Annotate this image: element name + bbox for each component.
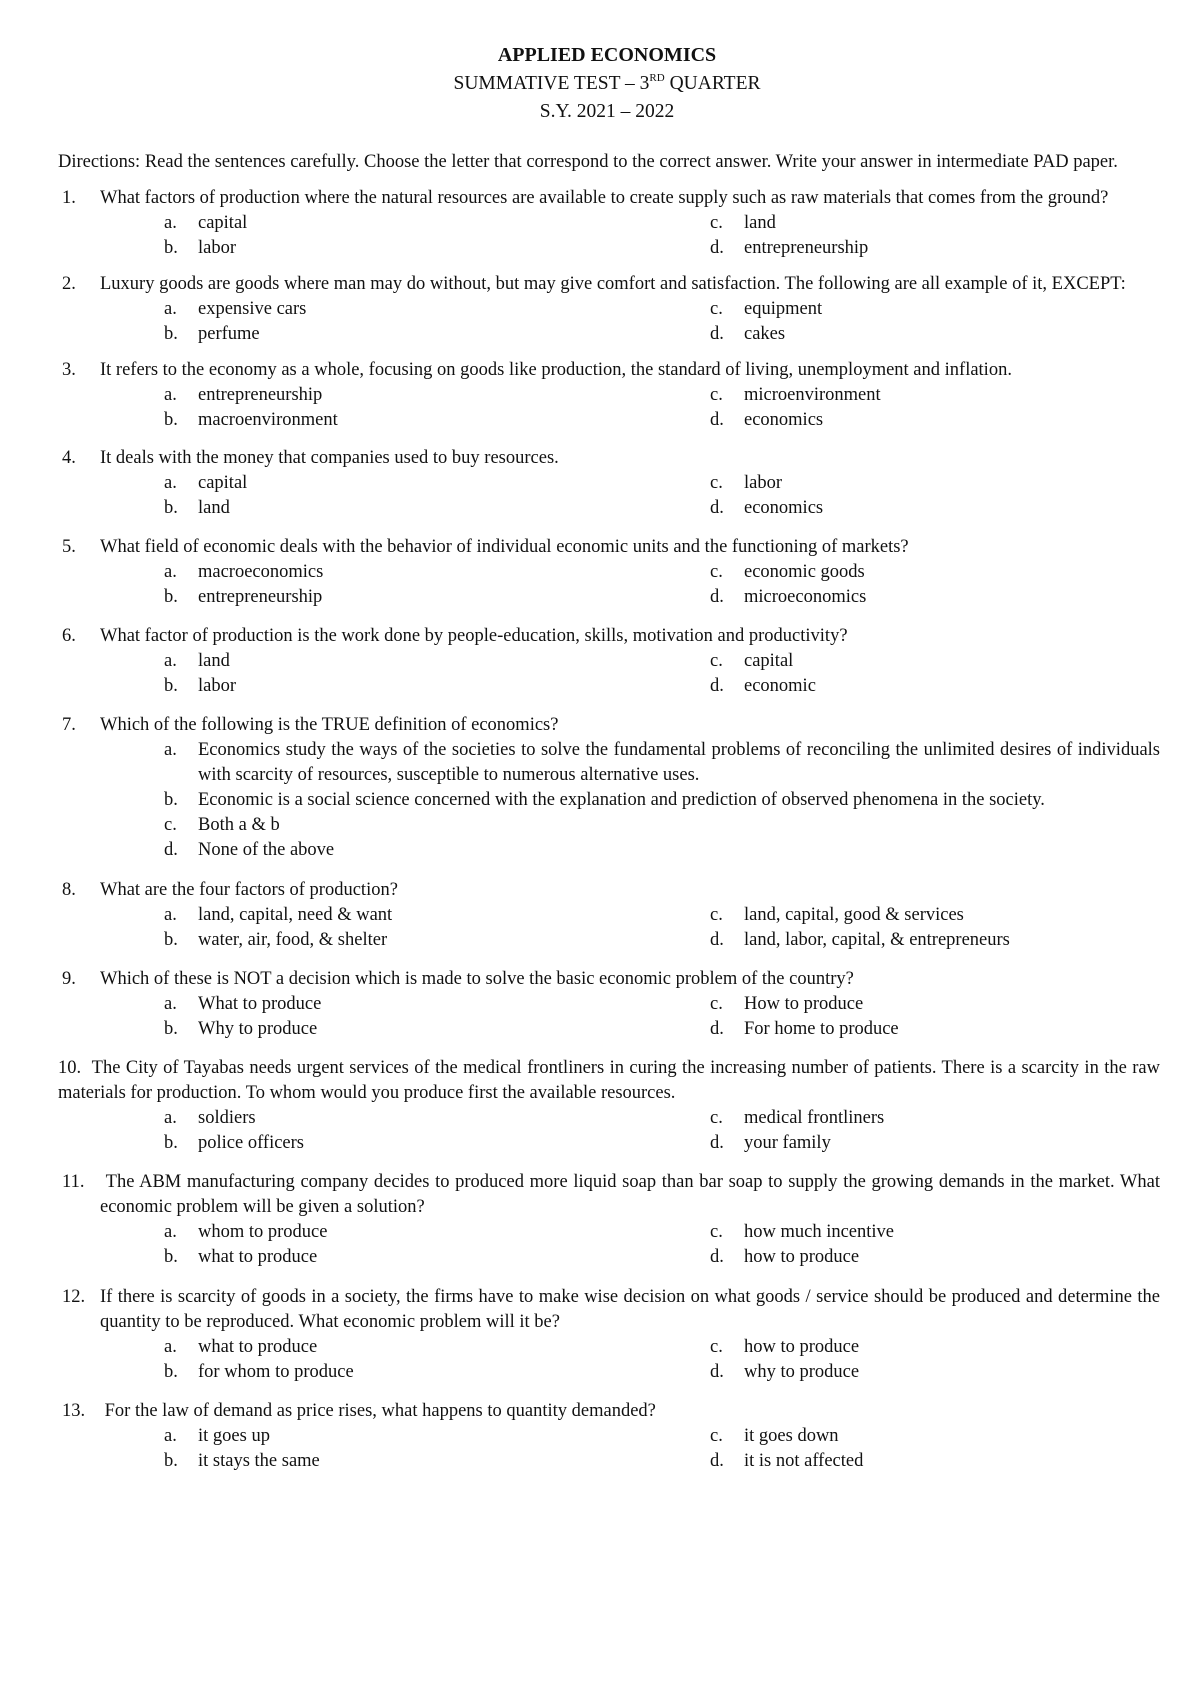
question-stem [58,186,1160,211]
choice-c [710,1335,1200,1360]
answer-choices [58,471,1160,521]
choice-text: how to produce [744,1337,860,1357]
choice-text: your family [744,1133,831,1153]
choice-letter: b. [164,790,178,810]
choice-letter: c. [710,1426,723,1446]
choice-text: economic goods [744,562,865,582]
choice-letter: c. [710,213,723,233]
choice-text: How to produce [744,994,864,1014]
choice-text: economics [744,410,824,430]
question-item [58,967,1160,1042]
choice-d [710,1245,1200,1270]
choice-text: Both a & b [198,815,280,835]
choice-letter: c. [710,1337,723,1357]
test-page [58,40,1160,1474]
choice-text: land, capital, good & services [744,905,964,925]
choice-d [164,838,1160,863]
question-number: 10. [58,1058,82,1078]
spacer [81,1058,92,1078]
choice-letter: b. [164,676,178,696]
choice-c [710,297,1200,322]
choice-letter: b. [164,410,178,430]
question-item [58,446,1160,521]
choice-letter: d. [710,676,724,696]
choice-a [164,471,710,496]
page-title: APPLIED ECONOMICS [497,44,717,66]
choice-text: capital [198,473,248,493]
choice-a [164,1106,710,1131]
choice-letter: d. [710,587,724,607]
choice-text: cakes [744,324,786,344]
choice-text: economic [744,676,816,696]
question-text: Luxury goods are goods where man may do without, but may give comfort and satisfaction. The following are all example of it, EXCEPT: [100,274,1126,294]
question-stem [58,1170,1160,1220]
choice-d [710,1449,1200,1474]
choice-c [710,471,1200,496]
choice-letter: a. [164,1337,177,1357]
answer-choices [58,560,1160,610]
school-year: S.Y. 2021 – 2022 [539,101,675,122]
subtitle-superscript: RD [649,72,665,84]
choice-letter: c. [710,299,723,319]
choice-letter: d. [710,238,724,258]
answer-choices [58,1335,1160,1385]
choice-text: it stays the same [198,1451,320,1471]
question-text: What are the four factors of production? [100,880,398,900]
choice-text: soldiers [198,1108,256,1128]
choice-text: it is not affected [744,1451,864,1471]
answer-choices [58,1424,1160,1474]
question-stem [58,535,1160,560]
choice-letter: d. [710,1019,724,1039]
choice-a [164,649,710,674]
choice-letter: a. [164,905,177,925]
question-stem [58,878,1160,903]
question-stem [58,272,1160,297]
question-stem [58,967,1160,992]
choice-a [164,738,1160,788]
choice-letter: b. [164,1451,178,1471]
choice-text: economics [744,498,824,518]
question-text: What field of economic deals with the behavior of individual economic units and the functioning of markets? [100,537,909,557]
question-text: If there is scarcity of goods in a society, the firms have to make wise decision on what goods / service should be produced and determine the quantity to be reproduced. What economic problem will it be? [100,1287,1160,1332]
choice-text: entrepreneurship [198,385,323,405]
choice-d [710,585,1200,610]
question-number: 7. [62,715,76,735]
choice-a [164,903,710,928]
question-number: 4. [62,448,76,468]
choice-text: microenvironment [744,385,881,405]
choice-text: what to produce [198,1247,318,1267]
question-list [58,186,1160,1474]
choice-text: capital [744,651,794,671]
question-number: 12. [62,1287,86,1307]
choice-letter: d. [710,1247,724,1267]
choice-letter: b. [164,238,178,258]
choice-text: medical frontliners [744,1108,885,1128]
choice-letter: d. [710,324,724,344]
choice-letter: c. [710,385,723,405]
question-item [58,624,1160,699]
choice-text: it goes up [198,1426,270,1446]
answer-choices [58,738,1160,863]
question-stem [58,624,1160,649]
choice-text: why to produce [744,1362,860,1382]
choice-letter: b. [164,1019,178,1039]
choice-d [710,1017,1200,1042]
choice-letter: c. [710,994,723,1014]
choice-b [164,1017,710,1042]
choice-letter: b. [164,1362,178,1382]
answer-choices [58,992,1160,1042]
choice-d [710,236,1200,261]
choice-c [710,383,1200,408]
question-item [58,1285,1160,1385]
choice-a [164,383,710,408]
choice-b [164,674,710,699]
choice-text: expensive cars [198,299,307,319]
choice-letter: c. [710,905,723,925]
answer-choices [58,1106,1160,1156]
choice-letter: d. [710,410,724,430]
choice-c [164,813,1160,838]
question-stem [58,713,1160,738]
choice-letter: d. [710,498,724,518]
question-stem [58,1056,1160,1106]
choice-text: macroenvironment [198,410,338,430]
choice-a [164,992,710,1017]
choice-text: None of the above [198,840,335,860]
choice-b [164,928,710,953]
choice-text: land, capital, need & want [198,905,393,925]
choice-d [710,496,1200,521]
choice-d [710,674,1200,699]
question-number: 9. [62,969,76,989]
choice-a [164,297,710,322]
choice-text: police officers [198,1133,304,1153]
answer-choices [58,211,1160,261]
choice-letter: c. [710,1108,723,1128]
choice-letter: a. [164,1222,177,1242]
choice-b [164,1131,710,1156]
choice-letter: a. [164,473,177,493]
question-text: Which of these is NOT a decision which is made to solve the basic economic problem of the country? [100,969,854,989]
choice-c [710,560,1200,585]
question-number: 3. [62,360,76,380]
choice-a [164,560,710,585]
question-text: It deals with the money that companies used to buy resources. [100,448,559,468]
choice-text: microeconomics [744,587,867,607]
question-text: It refers to the economy as a whole, focusing on goods like production, the standard of living, unemployment and inflation. [100,360,1012,380]
choice-text: water, air, food, & shelter [198,930,388,950]
question-text: For the law of demand as price rises, what happens to quantity demanded? [104,1401,656,1421]
choice-text: macroeconomics [198,562,324,582]
choice-d [710,322,1200,347]
choice-b [164,236,710,261]
choice-letter: c. [164,815,177,835]
choice-text: labor [198,238,237,258]
question-item [58,878,1160,953]
question-stem [58,446,1160,471]
choice-letter: b. [164,1133,178,1153]
question-item [58,186,1160,261]
choice-text: entrepreneurship [198,587,323,607]
choice-text: capital [198,213,248,233]
question-item [58,535,1160,610]
choice-letter: d. [164,840,178,860]
question-text: Which of the following is the TRUE definition of economics? [100,715,559,735]
subtitle-quarter: QUARTER [664,73,761,94]
choice-c [710,211,1200,236]
choice-b [164,585,710,610]
choice-letter: d. [710,930,724,950]
choice-letter: b. [164,587,178,607]
choice-text: Why to produce [198,1019,318,1039]
question-item [58,713,1160,863]
question-item [58,1399,1160,1474]
choice-text: equipment [744,299,823,319]
question-item [58,1056,1160,1156]
choice-a [164,1424,710,1449]
choice-c [710,649,1200,674]
question-item [58,272,1160,347]
choice-a [164,1335,710,1360]
choice-text: for whom to produce [198,1362,354,1382]
choice-letter: d. [710,1133,724,1153]
choice-letter: b. [164,498,178,518]
choice-b [164,496,710,521]
answer-choices [58,297,1160,347]
choice-text: What to produce [198,994,322,1014]
choice-letter: c. [710,562,723,582]
choice-c [710,1220,1200,1245]
question-stem [58,1399,1160,1424]
choice-letter: d. [710,1451,724,1471]
choice-letter: a. [164,651,177,671]
choice-letter: b. [164,324,178,344]
choice-a [164,1220,710,1245]
choice-c [710,992,1200,1017]
choice-text: how to produce [744,1247,860,1267]
question-item [58,358,1160,433]
subtitle-text: SUMMATIVE TEST – 3 [453,73,650,94]
choice-text: perfume [198,324,260,344]
choice-text: whom to produce [198,1222,328,1242]
question-text: What factors of production where the natural resources are available to create supply such as raw materials that comes from the ground? [100,188,1109,208]
question-number: 13. [62,1401,86,1421]
answer-choices [58,383,1160,433]
question-number: 11. [62,1172,85,1192]
question-text: The City of Tayabas needs urgent services of the medical frontliners in curing the increasing number of patients. There is a scarcity in the raw materials for production. To whom would you produce first the available resources. [58,1058,1160,1103]
choice-d [710,1360,1200,1385]
choice-a [164,211,710,236]
choice-d [710,408,1200,433]
choice-b [164,1245,710,1270]
choice-b [164,322,710,347]
question-number: 8. [62,880,76,900]
question-number: 6. [62,626,76,646]
choice-letter: d. [710,1362,724,1382]
choice-letter: a. [164,740,177,760]
choice-letter: a. [164,1108,177,1128]
choice-letter: c. [710,473,723,493]
choice-text: land [198,498,230,518]
question-number: 5. [62,537,76,557]
choice-letter: a. [164,562,177,582]
header [54,40,1160,126]
choice-text: land [198,651,230,671]
question-stem [58,358,1160,383]
choice-d [710,1131,1200,1156]
question-stem [58,1285,1160,1335]
choice-c [710,1424,1200,1449]
choice-letter: b. [164,930,178,950]
choice-letter: a. [164,299,177,319]
choice-text: labor [744,473,783,493]
question-number: 1. [62,188,76,208]
answer-choices [58,1220,1160,1270]
choice-text: how much incentive [744,1222,895,1242]
question-text: The ABM manufacturing company decides to produced more liquid soap than bar soap to supply the growing demands in the market. What economic problem will be given a solution? [100,1172,1160,1217]
question-text: What factor of production is the work done by people-education, skills, motivation and productivity? [100,626,848,646]
answer-choices [58,903,1160,953]
choice-letter: c. [710,651,723,671]
choice-b [164,1360,710,1385]
choice-letter: a. [164,1426,177,1446]
test-subtitle [54,70,1160,98]
question-item [58,1170,1160,1270]
choice-letter: a. [164,994,177,1014]
choice-letter: a. [164,213,177,233]
choice-letter: a. [164,385,177,405]
choice-text: Economics study the ways of the societies to solve the fundamental problems of reconciling the unlimited desires of individuals with scarcity of resources, susceptible to numerous alternative uses. [198,740,1160,785]
choice-b [164,408,710,433]
choice-c [710,903,1200,928]
directions: Directions: Read the sentences carefully. Choose the letter that correspond to the correct answer. Write your answer in intermediate PAD paper. [58,152,1118,172]
choice-text: it goes down [744,1426,839,1446]
question-number: 2. [62,274,76,294]
choice-letter: c. [710,1222,723,1242]
choice-d [710,928,1200,953]
choice-text: what to produce [198,1337,318,1357]
choice-b [164,1449,710,1474]
choice-c [710,1106,1200,1131]
choice-text: labor [198,676,237,696]
choice-b [164,788,1160,813]
answer-choices [58,649,1160,699]
choice-text: For home to produce [744,1019,899,1039]
choice-text: land, labor, capital, & entrepreneurs [744,930,1010,950]
choice-letter: b. [164,1247,178,1267]
choice-text: land [744,213,776,233]
choice-text: Economic is a social science concerned with the explanation and prediction of observed phenomena in the society. [198,790,1045,810]
choice-text: entrepreneurship [744,238,869,258]
